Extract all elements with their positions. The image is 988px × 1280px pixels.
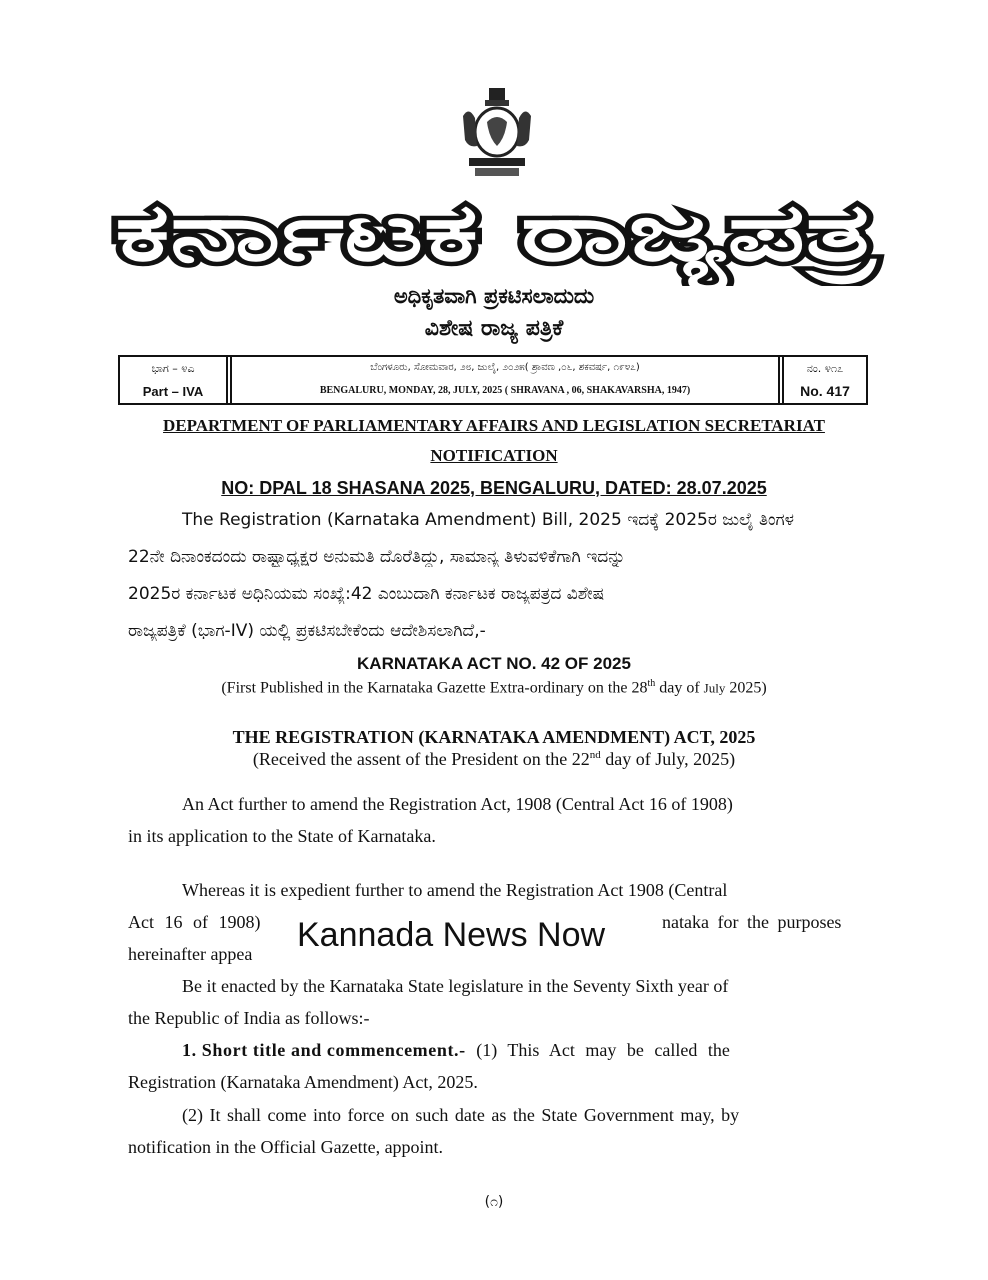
watermark-label: Kannada News Now: [285, 905, 630, 965]
section-1-line: Registration (Karnataka Amendment) Act, 2025.: [128, 1072, 478, 1092]
masthead-subtitle-official: ಅಧಿಕೃತವಾಗಿ ಪ್ರಕಟಿಸಲಾದುದು: [393, 284, 595, 308]
department-heading: DEPARTMENT OF PARLIAMENTARY AFFAIRS AND LEGISLATION SECRETARIAT: [163, 416, 825, 435]
number-kannada: ನಂ. ೪೧೭: [806, 362, 844, 375]
part-kannada: ಭಾಗ – ೪ಎ: [151, 362, 195, 375]
header-table-divider: [866, 356, 868, 404]
kannada-paragraph-line: 22ನೇ ದಿನಾಂಕದಂದು ರಾಷ್ಟ್ರಾಧ್ಯಕ್ಷರ ಅನುಮತಿ ದೊರೆತಿದ್ದು, ಸಾಮಾನ್ಯ ತಿಳುವಳಿಕೆಗಾಗಿ ಇದನ್ನು: [128, 547, 626, 567]
header-table-divider: [226, 356, 228, 404]
first-published-note: (First Published in the Karnataka Gazette Extra-ordinary on the 28th day of July 2025): [221, 678, 767, 697]
enactment-line: the Republic of India as follows:-: [128, 1008, 370, 1028]
preamble-line: Act 16 of 1908): [128, 912, 261, 932]
svg-text:ಕರ್ನಾಟಕ ರಾಜ್ಯಪತ್ರ: ಕರ್ನಾಟಕ ರಾಜ್ಯಪತ್ರ: [115, 186, 614, 279]
notification-number: NO: DPAL 18 SHASANA 2025, BENGALURU, DATED: 28.07.2025: [221, 478, 767, 498]
state-emblem-icon: [455, 86, 539, 180]
section-1-subsection-line: notification in the Official Gazette, appoint.: [128, 1137, 444, 1157]
assent-note: (Received the assent of the President on the 22nd day of July, 2025): [252, 749, 736, 769]
part-english: Part – IVA: [142, 384, 204, 399]
long-title-line: An Act further to amend the Registration Act, 1908 (Central Act 16 of 1908): [182, 794, 733, 814]
masthead-subtitle-special: ವಿಶೇಷ ರಾಜ್ಯ ಪತ್ರಿಕೆ: [424, 316, 564, 341]
notification-heading: NOTIFICATION: [430, 446, 558, 465]
date-english: BENGALURU, MONDAY, 28, JULY, 2025 ( SHRAVANA , 06, SHAKAVARSHA, 1947): [319, 385, 691, 396]
act-title: THE REGISTRATION (KARNATAKA AMENDMENT) ACT, 2025: [232, 727, 756, 747]
section-1-heading: 1. Short title and commencement.-: [182, 1040, 466, 1060]
kannada-paragraph-line: 2025ರ ಕರ್ನಾಟಕ ಅಧಿನಿಯಮ ಸಂಖ್ಯೆ:42 ಎಂಬುದಾಗಿ ಕರ್ನಾಟಕ ರಾಜ್ಯಪತ್ರದ ವಿಶೇಷ: [128, 584, 605, 604]
kannada-paragraph-line: The Registration (Karnataka Amendment) Bill, 2025 ಇದಕ್ಕೆ 2025ರ ಜುಲೈ ತಿಂಗಳ: [182, 510, 794, 530]
number-english: No. 417: [800, 383, 850, 399]
section-1-subsection-line: (2) It shall come into force on such date as the State Government may, by: [182, 1105, 740, 1125]
preamble-line: nataka for the purposes: [662, 912, 842, 932]
long-title-line: in its application to the State of Karnataka.: [128, 826, 436, 846]
preamble-line: hereinafter appea: [128, 944, 253, 964]
enactment-line: Be it enacted by the Karnataka State legislature in the Seventy Sixth year of: [182, 976, 729, 996]
masthead-title: [100, 168, 890, 286]
section-1-line: 1. Short title and commencement.- (1) This Act may be called the: [182, 1040, 730, 1060]
date-kannada: ಬೆಂಗಳೂರು, ಸೋಮವಾರ, ೨೮, ಜುಲೈ, ೨೦೨೫( ಶ್ರಾವಣ ,೦೬, ಶಕವರ್ಷ, ೧೯೪೭): [370, 362, 640, 373]
kannada-paragraph-line: ರಾಜ್ಯಪತ್ರಿಕೆ (ಭಾಗ-IV) ಯಲ್ಲಿ ಪ್ರಕಟಿಸಬೇಕೆಂದು ಆದೇಶಿಸಲಾಗಿದೆ,-: [128, 621, 486, 641]
page-number: (೧): [484, 1194, 504, 1210]
header-table-divider: [778, 356, 780, 404]
act-number: KARNATAKA ACT NO. 42 OF 2025: [357, 654, 631, 673]
preamble-line: Whereas it is expedient further to amend the Registration Act 1908 (Central: [182, 880, 728, 900]
